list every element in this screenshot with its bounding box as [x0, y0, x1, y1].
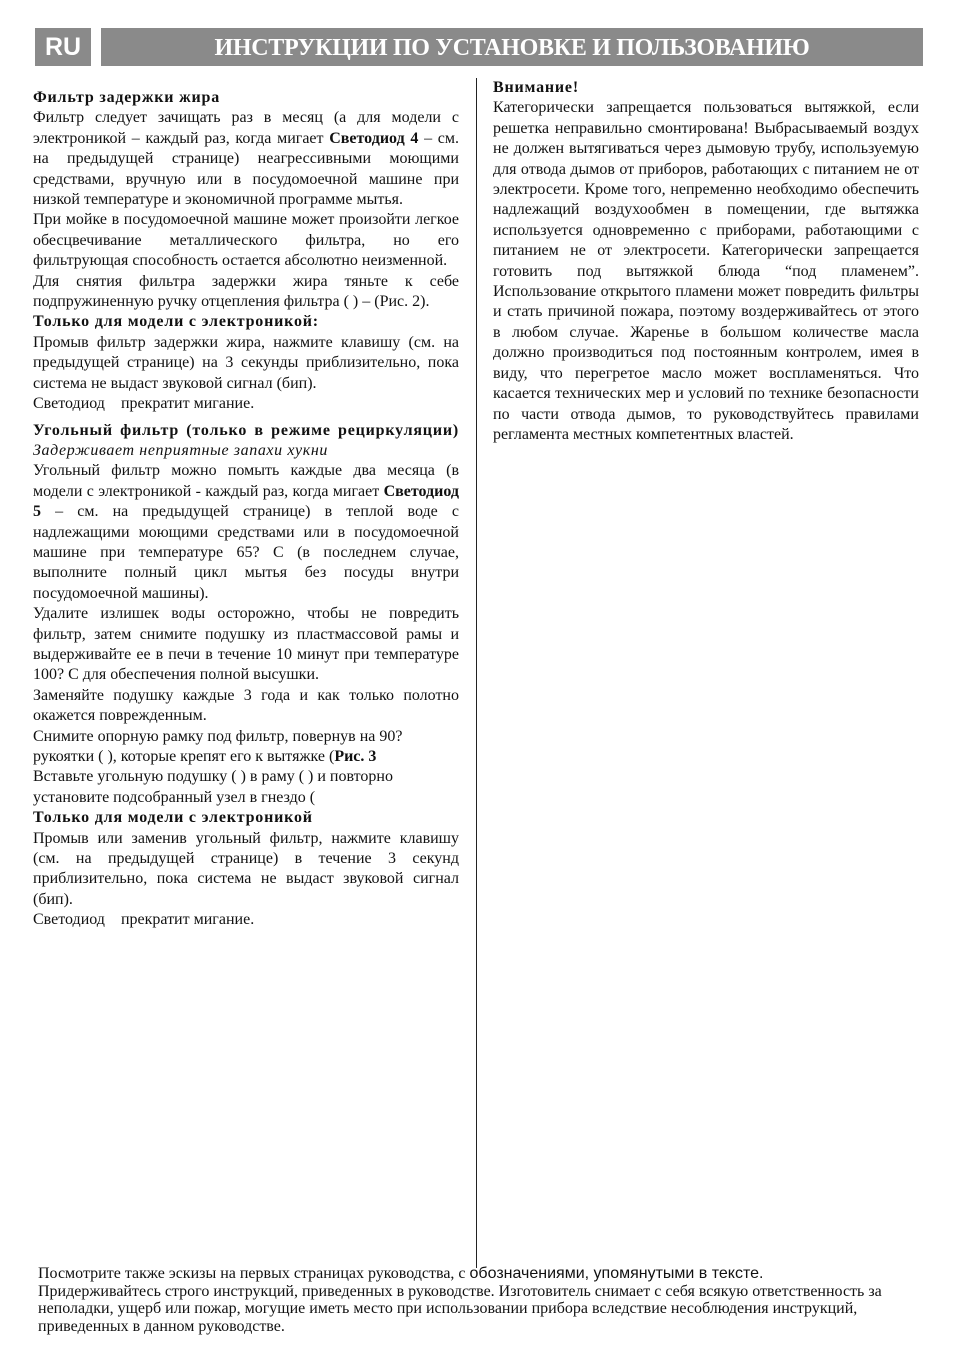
page-header [35, 28, 923, 66]
column-divider [476, 78, 477, 1268]
led-stop-paragraph-2: Светодиод прекратит мигание. [33, 911, 255, 929]
grease-filter-paragraph-1: Фильтр следует зачищать раз в месяц (а для модели с электроникой – каждый раз, когда мигает Светодиод 4 – см. на предыдущей странице) неагрессивными моющими средствами, вручную или в посудомоечной машине при низкой температуре и экономичной программе мытья. [33, 109, 459, 209]
charcoal-filter-subheading: Задерживает неприятные запахи хукни [33, 441, 328, 459]
footer-notice [38, 1265, 918, 1335]
footer-line-1: Посмотрите также эскизы на первых страницах руководства, с обозначениями, упомянутыми в тексте. [38, 1265, 764, 1282]
page-title: ИНСТРУКЦИИ ПО УСТАНОВКЕ И ПОЛЬЗОВАНИЮ [101, 28, 923, 66]
left-column [33, 88, 459, 931]
charcoal-filter-paragraph-1: Угольный фильтр можно помыть каждые два месяца (в модели с электроникой - каждый раз, когда мигает Светодиод 5 – см. на предыдущей странице) в теплой воде с надлежащими моющими средствами или в посудомоечной машине при температуре 65? С (в последнем случае, выполните полный цикл мытья без посуды внутри посудомоечной машины). [33, 462, 459, 602]
charcoal-filter-paragraph-2: Удалите излишек воды осторожно, чтобы не повредить фильтр, затем снимите подушку из пластмассовой рамы и выдерживайте ее в печи в течение 10 минут при температуре 100? С для обеспечения полной высушки. [33, 605, 459, 684]
charcoal-filter-heading: Угольный фильтр (только в режиме рециркуляции) [33, 421, 459, 439]
charcoal-filter-paragraph-4: Снимите опорную рамку под фильтр, повернув на 90? рукоятки ( ), которые крепят его к вытяжке (Рис. 3 [33, 727, 403, 765]
charcoal-filter-paragraph-3: Заменяйте подушку каждые 3 года и как только полотно окажется поврежденным. [33, 686, 459, 725]
warning-heading: Внимание! [493, 79, 579, 96]
right-column [493, 78, 919, 445]
language-badge: RU [35, 28, 91, 66]
grease-filter-reset-paragraph: Промыв фильтр задержки жира, нажмите клавишу (см. на предыдущей странице) на 3 секунды приблизительно, пока система не выдаст звуковой сигнал (бип). [33, 333, 459, 392]
footer-line-2: Придерживайтесь строго инструкций, приведенных в руководстве. Изготовитель снимает с себя всякую ответственность за неполадки, ущерб или пожар, могущие иметь место при использовании прибора вследствие несоблюдения инструкций, приведенных в данном руководстве. [38, 1282, 882, 1335]
charcoal-filter-paragraph-5: Вставьте угольную подушку ( ) в раму ( ) и повторно установите подсобранный узел в гнездо ( [33, 768, 393, 806]
grease-filter-paragraph-3: Для снятия фильтра задержки жира тяньте к себе подпружиненную ручку отцепления фильтра ( ) – (Рис. 2). [33, 272, 459, 311]
electronic-model-heading-1: Только для модели с электроникой: [33, 313, 319, 331]
grease-filter-heading: Фильтр задержки жира [33, 89, 221, 106]
grease-filter-paragraph-2: При мойке в посудомоечной машине может произойти легкое обесцвечивание металлического фильтра, но его фильтрующая способность остается абсолютно неизменной. [33, 211, 459, 270]
led-stop-paragraph-1: Светодиод прекратит мигание. [33, 395, 255, 413]
charcoal-filter-reset-paragraph: Промыв или заменив угольный фильтр, нажмите клавишу (см. на предыдущей странице) в течение 3 секунд приблизительно, пока система не выдаст звуковой сигнал (бип). [33, 829, 459, 908]
warning-paragraph: Категорически запрещается пользоваться вытяжкой, если решетка неправильно смонтирована! Выбрасываемый воздух не должен вытягиваться через дымовую трубу, используемую для отвода дымов от приборов, работающих с питанием не от электросети. Кроме того, непременно необходимо обеспечить надлежащий воздухообмен в помещении, где вытяжка используется одновременно с приборами, работающими с питанием не от электросети. Категорически запрещается готовить под вытяжкой блюда “под пламенем”. Использование открытого пламени может повредить фильтры и стать причиной пожара, поэтому воздерживайтесь от этого в любом случае. Жаренье в большом количестве масла должно производиться под постоянным контролем, имея в виду, что перегретое масло может воспламеняться. Что касается технических мер и условий по технике безопасности по части отвода дымов, то руководствуйтесь правилами регламента местных компетентных властей. [493, 99, 919, 443]
electronic-model-heading-2: Только для модели с электроникой [33, 809, 313, 827]
